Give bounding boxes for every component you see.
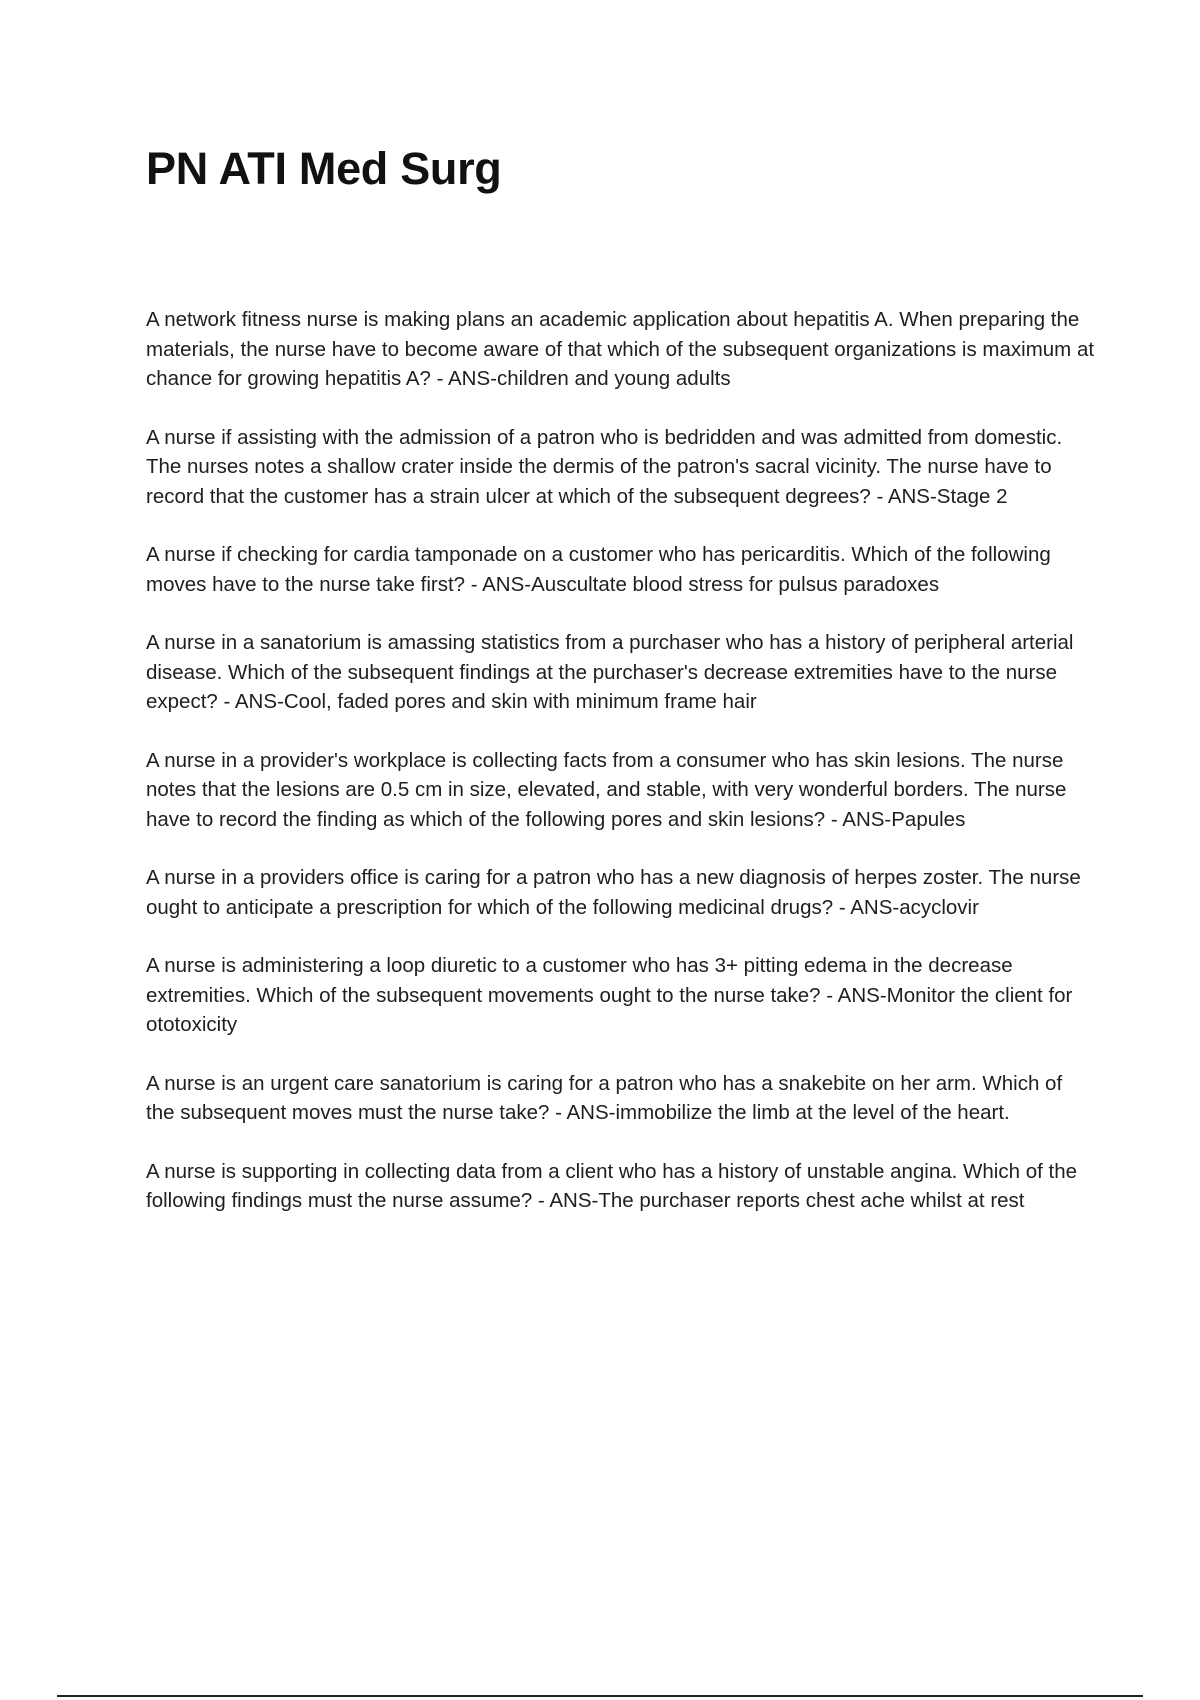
qa-item: A network fitness nurse is making plans an academic application about hepatitis A. When preparing the materials, the nurse have to become aware of that which of the subsequent organizations is maximum at chance for growing hepatitis A? - ANS-children and young adults xyxy=(146,308,1095,390)
qa-item: A nurse in a providers office is caring for a patron who has a new diagnosis of herpes zoster. The nurse ought to anticipate a prescription for which of the following medicinal drugs? - ANS-acyclovir xyxy=(146,866,1081,919)
qa-item: A nurse is supporting in collecting data from a client who has a history of unstable angina. Which of the following findings must the nurse assume? - ANS-The purchaser reports chest ache whilst at rest xyxy=(146,1159,1077,1212)
qa-item: A nurse is an urgent care sanatorium is caring for a patron who has a snakebite on her arm. Which of the subsequent moves must the nurse take? - ANS-immobilize the limb at the level of the heart. xyxy=(146,1071,1063,1124)
page-bottom-divider xyxy=(57,1695,1143,1697)
qa-item: A nurse in a sanatorium is amassing statistics from a purchaser who has a history of peripheral arterial disease. Which of the subsequent findings at the purchaser's decrease extremities have to the nurse expect? - ANS-Cool, faded pores and skin with minimum frame hair xyxy=(146,631,1074,713)
qa-item: A nurse if checking for cardia tamponade on a customer who has pericarditis. Which of the following moves have to the nurse take first? - ANS-Auscultate blood stress for pulsus paradoxes xyxy=(146,543,1051,596)
question-answer-list xyxy=(146,305,1096,1245)
qa-item: A nurse in a provider's workplace is collecting facts from a consumer who has skin lesions. The nurse notes that the lesions are 0.5 cm in size, elevated, and stable, with very wonderful borders. The nurse have to record the finding as which of the following pores and skin lesions? - ANS-Papules xyxy=(146,748,1067,831)
qa-item: A nurse is administering a loop diuretic to a customer who has 3+ pitting edema in the decrease extremities. Which of the subsequent movements ought to the nurse take? - ANS-Monitor the client for ototoxicity xyxy=(146,954,1073,1036)
document-title: PN ATI Med Surg xyxy=(146,143,502,194)
qa-item: A nurse if assisting with the admission of a patron who is bedridden and was admitted from domestic. The nurses notes a shallow crater inside the dermis of the patron's sacral vicinity. The nurse have to record that the customer has a strain ulcer at which of the subsequent degrees? - ANS-Stage 2 xyxy=(146,425,1063,508)
